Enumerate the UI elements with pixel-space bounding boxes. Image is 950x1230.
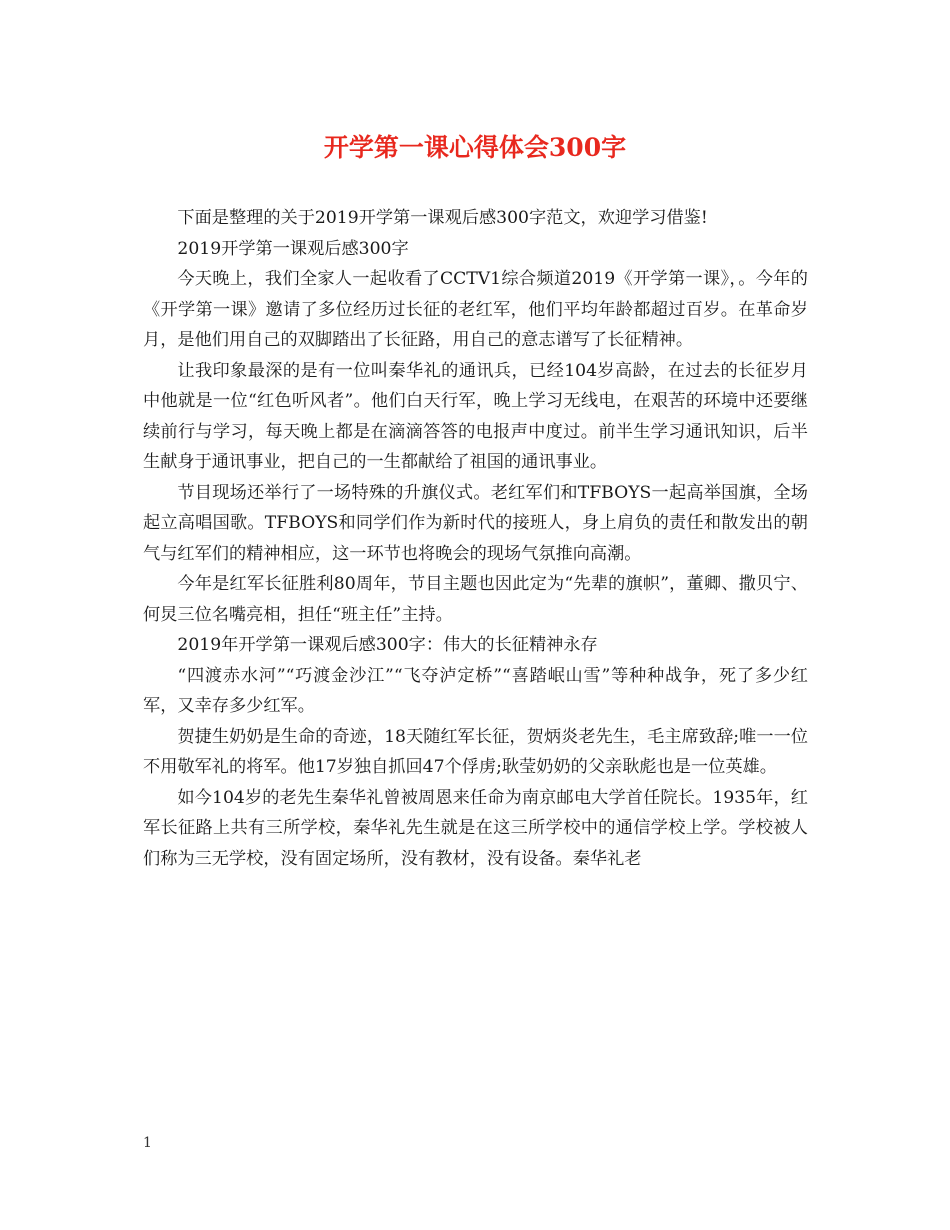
paragraph-subheading-2: 2019年开学第一课观后感300字：伟大的长征精神永存: [177, 635, 598, 655]
page-number: 1: [143, 1135, 152, 1151]
paragraph-tonight: 今天晚上，我们全家人一起收看了CCTV1综合频道2019《开学第一课》，。今年的《开学第一课》邀请了多位经历过长征的老红军，他们平均年龄都超过百岁。在革命岁月，是他们用自己的双脚踏出了长征路，用自己的意志谱写了长征精神。: [143, 269, 808, 350]
page-title: 开学第一课心得体会300字: [323, 133, 627, 162]
paragraph-intro: 下面是整理的关于2019开学第一课观后感300字范文，欢迎学习借鉴!: [177, 208, 708, 228]
paragraph-anniversary: 今年是红军长征胜利80周年，节目主题也因此定为“先辈的旗帜”，董卿、撒贝宁、何炅三位名嘴亮相，担任“班主任”主持。: [143, 574, 808, 625]
document-body: [143, 203, 808, 874]
paragraph-flag-ceremony: 节目现场还举行了一场特殊的升旗仪式。老红军们和TFBOYS一起高举国旗，全场起立高唱国歌。TFBOYS和同学们作为新时代的接班人，身上肩负的责任和散发出的朝气与红军们的精神相应，这一环节也将晚会的现场气氛推向高潮。: [143, 482, 808, 564]
paragraph-qin-huali: 让我印象最深的是有一位叫秦华礼的通讯兵，已经104岁高龄，在过去的长征岁月中他就是一位“红色听风者”。他们白天行军，晚上学习无线电，在艰苦的环境中还要继续前行与学习，每天晚上都是在滴滴答答的电报声中度过。前半生学习通讯知识，后半生献身于通讯事业，把自己的一生都献给了祖国的通讯事业。: [143, 360, 808, 472]
paragraph-school: 如今104岁的老先生秦华礼曾被周恩来任命为南京邮电大学首任院长。1935年，红军长征路上共有三所学校，秦华礼先生就是在这三所学校中的通信学校上学。学校被人们称为三无学校，没有固定场所，没有教材，没有设备。秦华礼老: [143, 787, 808, 869]
paragraph-he-jiesheng: 贺捷生奶奶是生命的奇迹，18天随红军长征，贺炳炎老先生，毛主席致辞;唯一一位不用敬军礼的将军。他17岁独自抓回47个俘虏;耿莹奶奶的父亲耿彪也是一位英雄。: [143, 726, 808, 777]
paragraph-subheading-1: 2019开学第一课观后感300字: [177, 238, 409, 259]
paragraph-battles: “四渡赤水河”“巧渡金沙江”“飞夺泸定桥”“喜踏岷山雪”等种种战争，死了多少红军，又幸存多少红军。: [143, 665, 808, 716]
